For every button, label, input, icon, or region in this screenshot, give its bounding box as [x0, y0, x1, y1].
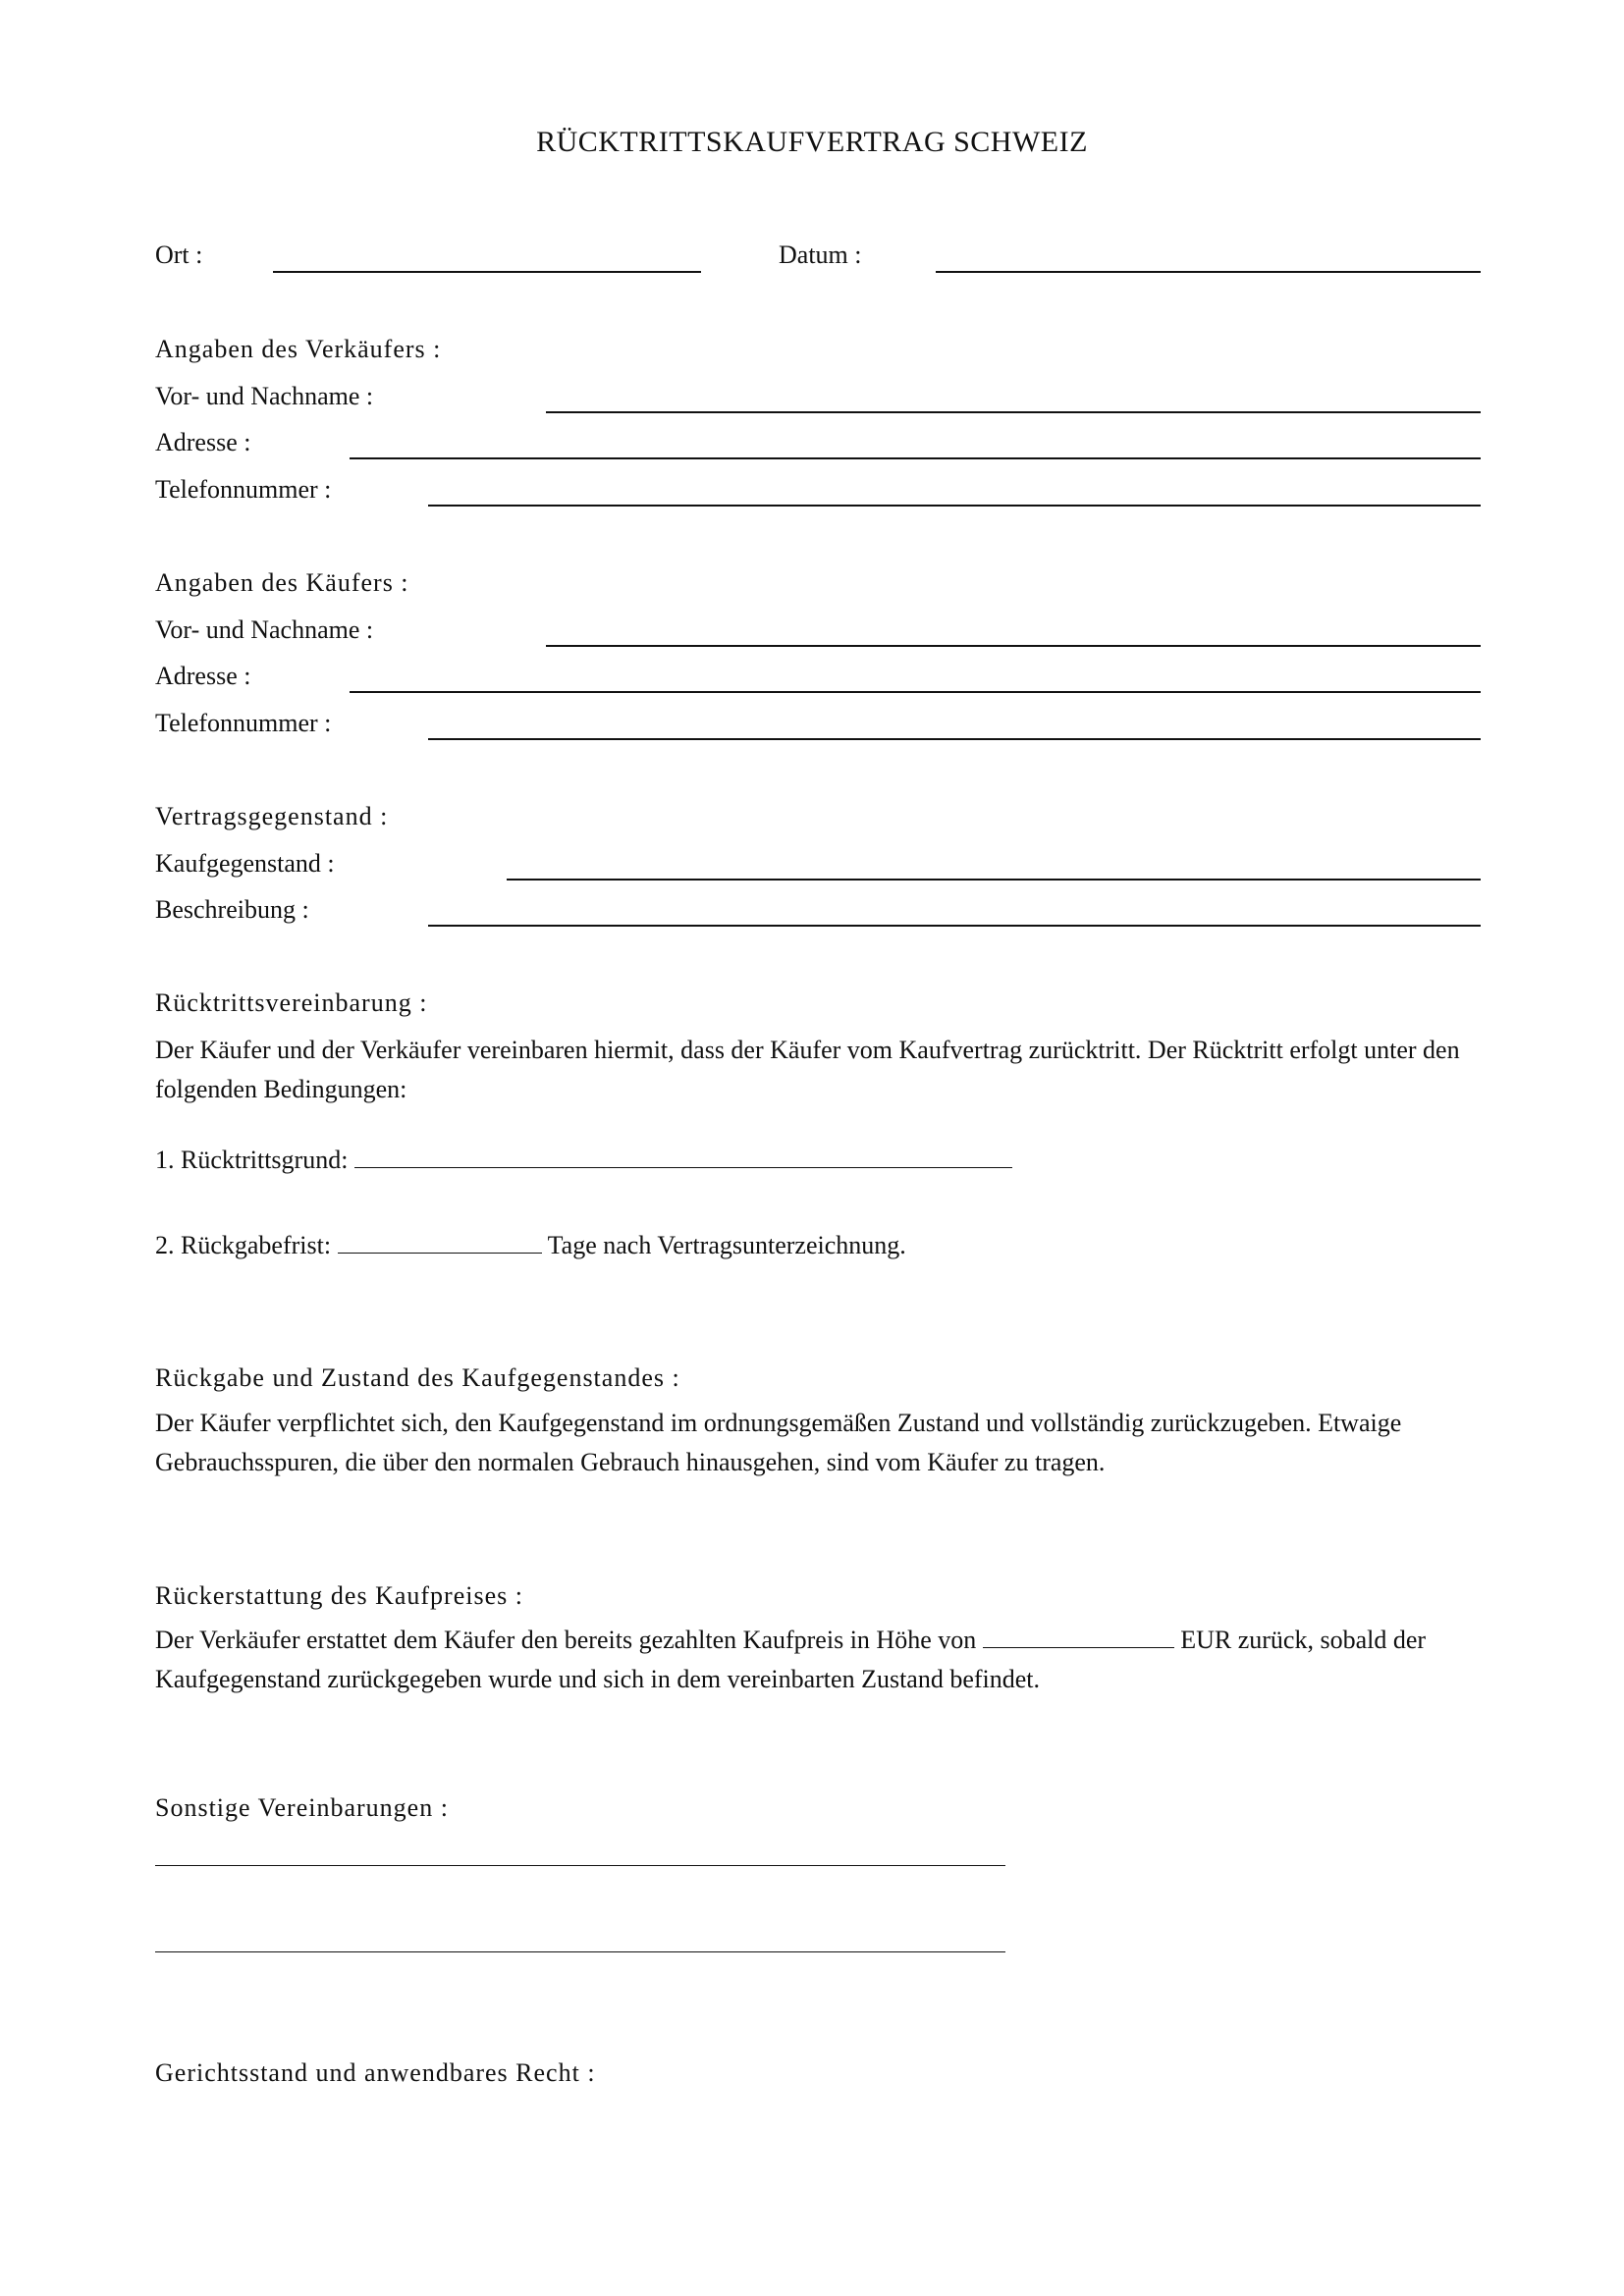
- return-deadline-row: [155, 1230, 906, 1261]
- refund-text-before: Der Verkäufer erstattet dem Käufer den bereits gezahlten Kaufpreis in Höhe von: [155, 1626, 977, 1654]
- return-deadline-field[interactable]: [338, 1233, 542, 1254]
- datum-field[interactable]: [936, 271, 1481, 273]
- object-item-field[interactable]: [507, 879, 1481, 881]
- withdrawal-reason-label: 1. Rücktrittsgrund:: [155, 1146, 349, 1174]
- document-title: RÜCKTRITTSKAUFVERTRAG SCHWEIZ: [536, 126, 1088, 158]
- other-line-1[interactable]: [155, 1865, 1005, 1866]
- ort-label: Ort :: [155, 240, 203, 269]
- object-item-label: Kaufgegenstand :: [155, 849, 335, 878]
- buyer-address-field[interactable]: [350, 691, 1481, 693]
- ort-field[interactable]: [273, 271, 701, 273]
- refund-amount-field[interactable]: [983, 1628, 1174, 1648]
- other-line-2[interactable]: [155, 1951, 1005, 1952]
- buyer-address-label: Adresse :: [155, 662, 251, 690]
- buyer-phone-label: Telefonnummer :: [155, 709, 332, 737]
- buyer-heading: Angaben des Käufers :: [155, 568, 409, 597]
- refund-text: [155, 1621, 1481, 1699]
- withdrawal-reason-field[interactable]: [354, 1148, 1012, 1168]
- buyer-name-label: Vor- und Nachname :: [155, 615, 374, 644]
- seller-address-label: Adresse :: [155, 428, 251, 456]
- seller-name-label: Vor- und Nachname :: [155, 382, 374, 410]
- return-deadline-suffix: Tage nach Vertragsunterzeichnung.: [547, 1231, 906, 1259]
- buyer-phone-field[interactable]: [428, 738, 1481, 740]
- other-heading: Sonstige Vereinbarungen :: [155, 1793, 449, 1822]
- return-heading: Rückgabe und Zustand des Kaufgegenstandes :: [155, 1363, 680, 1392]
- seller-phone-field[interactable]: [428, 505, 1481, 507]
- seller-name-field[interactable]: [546, 411, 1481, 413]
- object-description-label: Beschreibung :: [155, 895, 309, 924]
- refund-heading: Rückerstattung des Kaufpreises :: [155, 1581, 523, 1610]
- seller-heading: Angaben des Verkäufers :: [155, 335, 442, 363]
- return-text: Der Käufer verpflichtet sich, den Kaufgegenstand im ordnungsgemäßen Zustand und vollständig zurückzugeben. Etwaige Gebrauchsspuren, die über den normalen Gebrauch hinausgehen, sind vom Käufer zu tragen.: [155, 1409, 1402, 1476]
- withdrawal-reason-row: [155, 1145, 1012, 1176]
- jurisdiction-heading: Gerichtsstand und anwendbares Recht :: [155, 2058, 596, 2087]
- return-deadline-label: 2. Rückgabefrist:: [155, 1231, 332, 1259]
- datum-label: Datum :: [779, 240, 862, 269]
- object-heading: Vertragsgegenstand :: [155, 802, 389, 830]
- seller-address-field[interactable]: [350, 457, 1481, 459]
- seller-phone-label: Telefonnummer :: [155, 475, 332, 504]
- object-description-field[interactable]: [428, 925, 1481, 927]
- withdrawal-heading: Rücktrittsvereinbarung :: [155, 988, 428, 1017]
- buyer-name-field[interactable]: [546, 645, 1481, 647]
- withdrawal-text: Der Käufer und der Verkäufer vereinbaren hiermit, dass der Käufer vom Kaufvertrag zurücktritt. Der Rücktritt erfolgt unter den folgenden Bedingungen:: [155, 1036, 1460, 1103]
- refund-text-after: EUR zurück, sobald der Kaufgegenstand zurückgegeben wurde und sich in dem vereinbarten Zustand befindet.: [155, 1626, 1427, 1693]
